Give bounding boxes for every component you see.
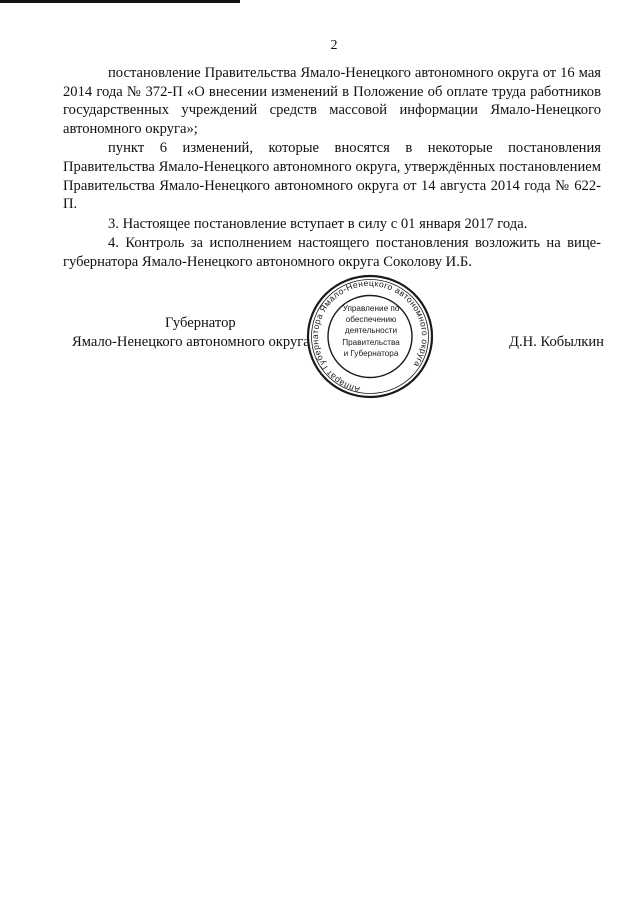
seal-ring-text: Аппарат Губернатора Ямало-Ненецкого автономного округа	[309, 277, 431, 395]
top-rule	[0, 0, 240, 3]
signatory-organization: Ямало-Ненецкого автономного округа	[72, 334, 310, 350]
paragraph-line: Правительства Ямало-Ненецкого автономного округа, утверждённых	[63, 158, 496, 175]
signatory-role: Губернатор	[165, 315, 236, 331]
document-body	[63, 64, 601, 272]
paragraph-line: на вице-губернатора Ямало-Ненецкого автономного округа Соколову И.Б.	[63, 235, 601, 270]
paragraph-effective-date	[63, 215, 601, 234]
paragraph-line: 3. Настоящее постановление вступает в силу с 01 января 2017 года.	[108, 215, 528, 232]
seal-center-line: обеспечению	[345, 315, 397, 325]
paragraph-resolution-372	[63, 64, 601, 138]
paragraph-line: постановление Правительства Ямало-Ненецкого автономного округа	[108, 65, 539, 81]
seal-center-line: Управление по	[342, 304, 400, 313]
paragraph-line: 4. Контроль за исполнением настоящего постановления возложить	[108, 235, 540, 252]
seal-center-line: и Губернатора	[343, 348, 399, 358]
seal-center-text	[336, 303, 406, 359]
paragraph-line: пункт 6 изменений, которые вносятся в некоторые постановления	[108, 140, 601, 157]
signatory-name: Д.Н. Кобылкин	[509, 334, 604, 350]
paragraph-resolution-622	[63, 139, 601, 213]
paragraph-line: от 16 мая 2014 года № 372-П «О внесении изменений в Положение об оплате	[63, 65, 602, 100]
paragraph-line: Ямало-Ненецкого автономного округа»;	[63, 102, 601, 137]
paragraph-control	[63, 234, 601, 271]
paragraph-line: постановлением Правительства Ямало-Ненецкого автономного округа	[63, 158, 601, 194]
paragraph-line: от 14 августа 2014 года № 622-П.	[63, 177, 601, 213]
page-number: 2	[330, 38, 338, 53]
seal-center-line: Правительства	[342, 337, 400, 347]
seal-center-line: деятельности	[344, 326, 398, 336]
official-seal	[306, 274, 434, 399]
paragraph-line: труда работников государственных учреждений средств массовой информации	[63, 83, 601, 119]
